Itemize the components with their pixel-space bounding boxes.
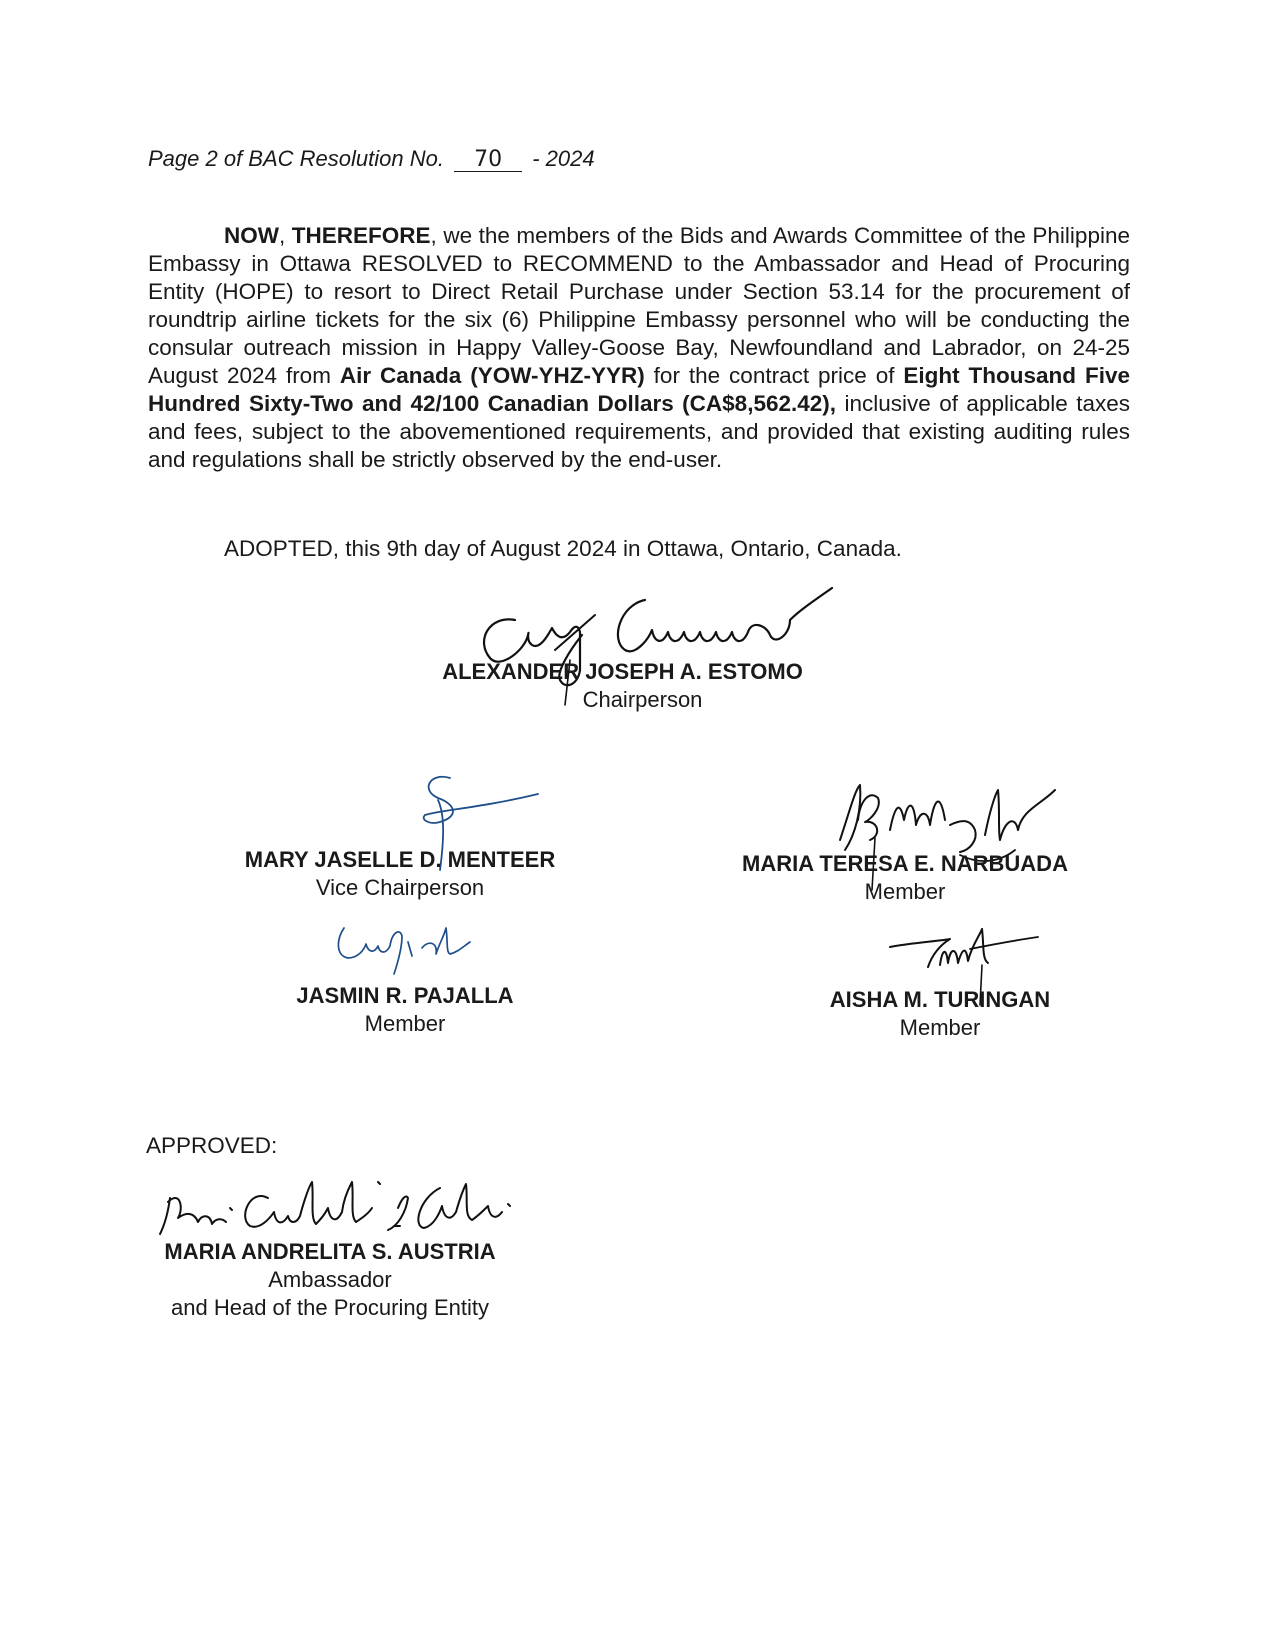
- header-prefix: Page 2 of BAC Resolution No.: [148, 146, 444, 171]
- therefore-keyword: THEREFORE: [291, 223, 431, 248]
- vice-chair-title: Vice Chairperson: [315, 875, 485, 900]
- member2-title: Member: [364, 1011, 446, 1036]
- contract-price: Eight Thousand Five Hundred Sixty-Two and 42/100 Canadian Dollars (CA$8,562.42),: [148, 363, 1130, 416]
- member1-title: Member: [864, 879, 946, 904]
- approver-block: [130, 1238, 530, 1322]
- body-text: for the contract price of: [644, 363, 904, 388]
- airline-route: Air Canada (YOW-YHZ-YYR): [339, 363, 645, 388]
- chair-name: ALEXANDER JOSEPH A. ESTOMO: [442, 659, 803, 684]
- approver-signature: [150, 1168, 530, 1248]
- adopted-statement: ADOPTED, this 9th day of August 2024 in Ottawa, Ontario, Canada.: [224, 536, 902, 561]
- member2-signature: [330, 922, 500, 982]
- resolution-number: 70: [454, 149, 522, 172]
- member1-block: [720, 850, 1090, 906]
- body-text: inclusive of applicable taxes and fees, subject to the abovementioned requirements, and provided that existing auditing rules and regulations shall be strictly observed by the end-user.: [148, 391, 1130, 472]
- approved-label: APPROVED:: [146, 1133, 278, 1158]
- vice-chair-block: [220, 846, 580, 902]
- member2-block: [240, 982, 570, 1038]
- member1-name: MARIA TERESA E. NARBUADA: [742, 851, 1068, 876]
- approver-name: MARIA ANDRELITA S. AUSTRIA: [164, 1239, 496, 1264]
- page-header: [148, 146, 595, 172]
- now-keyword: NOW: [224, 223, 279, 248]
- member3-block: [790, 986, 1090, 1042]
- chair-title: Chairperson: [582, 687, 703, 712]
- vice-chair-name: MARY JASELLE D. MENTEER: [244, 847, 556, 872]
- approver-title-hope: and Head of the Procuring Entity: [171, 1295, 489, 1320]
- approver-title-ambassador: Ambassador: [268, 1267, 392, 1292]
- chair-block: [400, 658, 845, 714]
- body-text: , we the members of the Bids and Awards Committee of the Philippine Embassy in Ottawa RESOLVED to RECOMMEND to the Ambassador and Head of Procuring Entity (HOPE) to resort to Direct Retail Purchase under Section 53.14 for the procurement of roundtrip airline tickets for the six (6) Philippine Embassy personnel who will be conducting the consular outreach mission in Happy Valley-Goose Bay, Newfoundland and Labrador, on 24-25 August 2024 from: [148, 223, 1130, 388]
- member2-name: JASMIN R. PAJALLA: [296, 983, 514, 1008]
- resolution-paragraph: [148, 222, 1130, 474]
- member3-name: AISHA M. TURINGAN: [829, 987, 1051, 1012]
- member3-title: Member: [899, 1015, 981, 1040]
- body-text: ,: [279, 223, 292, 248]
- header-suffix: - 2024: [532, 146, 595, 171]
